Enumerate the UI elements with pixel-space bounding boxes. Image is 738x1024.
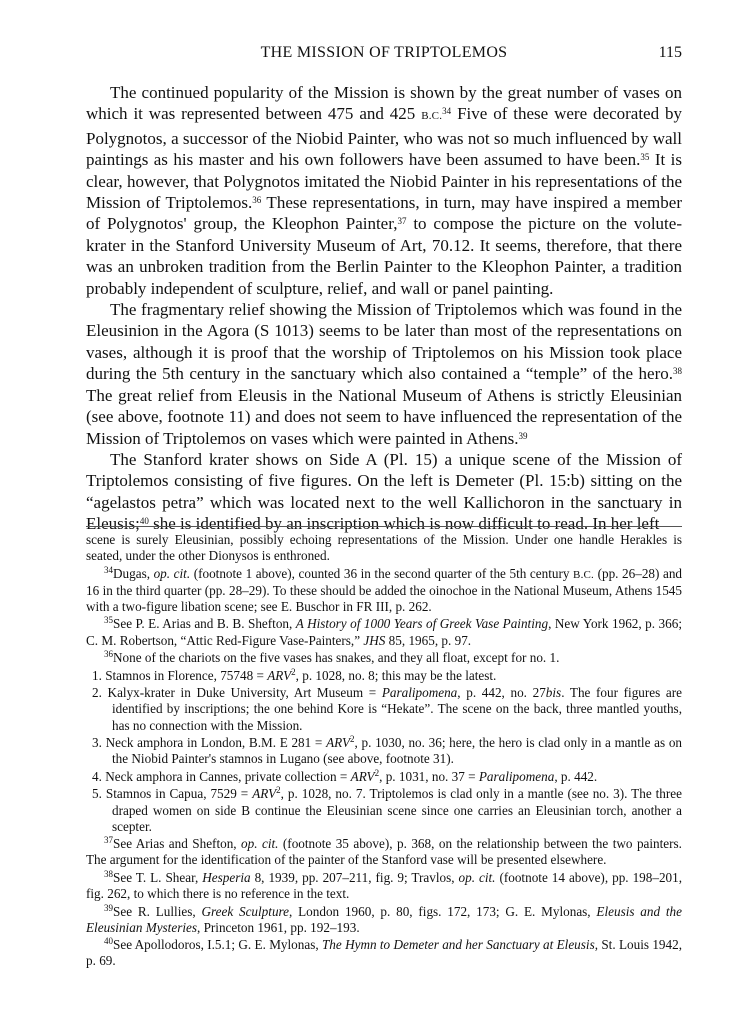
text-run: None of the chariots on the five vases has snakes, and they all float, except for no. 1. <box>113 650 560 666</box>
book-title: The Hymn to Demeter and her Sanctuary at Eleusis <box>321 937 595 953</box>
footnote-number: 39 <box>104 902 113 913</box>
text-run: , p. 442, no. 27 <box>457 685 546 701</box>
footnote-ref-37[interactable]: 37 <box>397 216 407 227</box>
footnotes <box>86 532 682 971</box>
text-run: , Princeton 1961, pp. 192–193. <box>196 919 360 935</box>
text-run: The fragmentary relief showing the Mission of Triptolemos which was found in the Eleusinion in the Agora (S 1013) seems to be later than most of the representations on vases, although it is proof that the worship of Triptolemos on his Mission took place during the 5th century in the sanctuary which also contained a “temple” of the hero. <box>86 300 682 384</box>
footnote-number: 37 <box>104 835 113 846</box>
footnote-ref-39[interactable]: 39 <box>518 430 528 441</box>
latin-abbrev: op. cit. <box>458 869 496 885</box>
text-run: she is identified by an inscription which is now difficult to read. In her left <box>148 514 660 534</box>
edition-sup: 2 <box>350 734 355 745</box>
latin-abbrev: op. cit. <box>241 836 279 852</box>
footnote-ref-40[interactable]: 40 <box>139 516 149 527</box>
text-run: Neck amphora in Cannes, private collection = <box>105 768 351 784</box>
reference-abbrev: ARV <box>267 667 292 683</box>
text-run: , p. 1028, no. 8; this may be the latest. <box>295 667 497 683</box>
text-run: , p. 1030, no. 36; here, the hero is clad only in a mantle as on the Niobid Painter's stamnos in Lugano (see above, footnote 31). <box>112 735 683 767</box>
footnote-ref-34[interactable]: 34 <box>442 106 452 117</box>
footnote-ref-35[interactable]: 35 <box>640 152 650 163</box>
paragraph-3 <box>86 449 682 535</box>
footnote-divider <box>86 526 682 527</box>
latin-abbrev: bis <box>545 685 562 701</box>
reference-abbrev: ARV <box>350 768 375 784</box>
text-run: Dugas, <box>113 565 154 581</box>
text-run: It is clear, however, that Polygnotos imitated the Niobid Painter in his representations of the Mission of Triptolemos. <box>86 150 682 213</box>
edition-sup: 2 <box>374 767 380 778</box>
main-text <box>86 82 682 535</box>
running-header <box>86 44 682 66</box>
list-label: 2. <box>92 685 102 701</box>
footnote-39 <box>86 904 682 936</box>
journal-title: Hesperia <box>202 869 251 885</box>
book-title: Paralipomena <box>381 685 458 701</box>
reference-abbrev: ARV <box>252 786 277 802</box>
text-run: Five of these were decorated by Polygnotos, a successor of the Niobid Painter, who was not so much influenced by wall paintings as his master and his own followers have been assumed to have been. <box>86 104 682 170</box>
footnote-ref-36[interactable]: 36 <box>252 195 262 206</box>
footnote-number: 40 <box>104 936 113 947</box>
text-run: , p. 1028, no. 7. Triptolemos is clad only in a mantle (see no. 3). The three draped women on side B continue the Eleusinian scene since one carries an Eleusinian torch, another a scepter. <box>112 786 682 834</box>
list-label: 4. <box>92 768 102 784</box>
text-run: (footnote 14 above), pp. 198–201, fig. 262, to which there is no reference in the text. <box>86 869 683 901</box>
text-run: See P. E. Arias and B. B. Shefton, <box>113 616 296 632</box>
footnote-36 <box>86 650 682 666</box>
footnote-34 <box>86 566 682 615</box>
vase-list-item-4 <box>86 769 682 785</box>
footnote-number: 34 <box>104 564 113 575</box>
list-label: 5. <box>92 786 102 802</box>
text-run: 85, 1965, p. 97. <box>385 632 472 648</box>
list-label: 3. <box>92 735 102 751</box>
vase-list-item-1 <box>86 668 682 684</box>
reference-abbrev: ARV <box>326 735 351 751</box>
text-run: . The four figures are identified by inscriptions; the one behind Kore is “Hekate”. The scene on the back, three mantled youths, has no connection with the Mission. <box>112 685 683 733</box>
text-run: 8, 1939, pp. 207–211, fig. 9; Travlos, <box>250 869 459 885</box>
latin-abbrev: op. cit. <box>153 565 191 581</box>
list-label: 1. <box>92 667 102 683</box>
book-title: Paralipomena <box>478 768 555 784</box>
text-run: See R. Lullies, <box>113 903 202 919</box>
text-run: , London 1960, p. 80, figs. 172, 173; G. E. Mylonas, <box>289 903 597 919</box>
paragraph-1 <box>86 82 682 299</box>
book-title: A History of 1000 Years of Greek Vase Painting <box>295 616 549 632</box>
text-run: , St. Louis 1942, p. 69. <box>86 937 682 969</box>
footnote-35 <box>86 616 682 648</box>
footnote-number: 36 <box>104 649 113 660</box>
text-run: See Arias and Shefton, <box>113 836 242 852</box>
text-run: , p. 1031, no. 37 = <box>379 768 479 784</box>
vase-list-item-5 <box>86 786 682 834</box>
text-run: See Apollodoros, I.5.1; G. E. Mylonas, <box>113 937 322 953</box>
footnote-ref-38[interactable]: 38 <box>673 366 682 377</box>
text-run: , New York 1962, p. 366; C. M. Robertson, “Attic Red-Figure Vase-Painters,” <box>86 616 682 648</box>
vase-list-item-2 <box>86 685 682 733</box>
text-run: Stamnos in Florence, 75748 = <box>105 667 268 683</box>
text-run: (footnote 35 above), p. 368, on the relationship between the two painters. The argument for the identification of the painter of the Stanford vase will be presented elsewhere. <box>86 836 682 868</box>
paragraph-2 <box>86 299 682 449</box>
text-run: Stamnos in Capua, 7529 = <box>105 786 253 802</box>
footnote-40 <box>86 937 682 969</box>
text-run: Neck amphora in London, B.M. E 281 = <box>105 735 327 751</box>
text-run: The great relief from Eleusis in the National Museum of Athens is strictly Eleusinian (see above, footnote 11) and does not seem to have influenced the representation of the Mission of Triptolemos on vases which were painted in Athens. <box>86 385 682 448</box>
text-run: (footnote 1 above), counted 36 in the second quarter of the 5th century <box>190 565 570 581</box>
footnote-number: 38 <box>104 868 113 879</box>
book-title: Greek Sculpture <box>201 903 290 919</box>
vase-list-item-3 <box>86 735 682 767</box>
footnote-number: 35 <box>104 615 113 626</box>
text-run: Kalyx-krater in Duke University, Art Museum = <box>107 685 382 701</box>
page-number: 115 <box>658 44 682 61</box>
edition-sup: 2 <box>291 666 296 677</box>
text-run: , p. 442. <box>554 768 598 784</box>
text-run: See T. L. Shear, <box>113 869 203 885</box>
text-run: These representations, in turn, may have inspired a member of Polygnotos' group, the Kleophon Painter, <box>86 193 682 234</box>
footnote-38 <box>86 870 682 902</box>
running-title: THE MISSION OF TRIPTOLEMOS <box>260 44 508 61</box>
footnote-continuation: scene is surely Eleusinian, possibly echoing representations of the Mission. Under one handle Herakles is seated, under the other Dionysos is enthroned. <box>86 532 682 564</box>
text-run: The Stanford krater shows on Side A (Pl. 15) a unique scene of the Mission of Triptolemos consisting of five figures. On the left is Demeter (Pl. 15:b) sitting on the “agelastos petra” which was located next to the well Kallichoron in the sanctuary in Eleusis; <box>86 449 682 534</box>
footnote-37 <box>86 836 682 868</box>
book-title: Eleusis and the Eleusinian Mysteries <box>86 903 682 935</box>
text-run: to compose the picture on the volute-krater in the Stanford University Museum of Art, 70.12. It seems, therefore, that there was an unbroken tradition from the Berlin Painter to the Kleophon Painter, a tradition probably independent of sculpture, relief, and wall or panel painting. <box>86 214 682 298</box>
text-run: The continued popularity of the Mission is shown by the great number of vases on which it was represented between 475 and 425 <box>86 83 682 124</box>
journal-title: JHS <box>363 632 386 648</box>
text-run: (pp. 26–28) and 16 in the third quarter (pp. 28–29). To these should be added the oinochoe in the National Museum, Athens 1545 with a two-figure libation scene; see E. Buschor in FR III, p. 262. <box>86 565 683 614</box>
era-abbrev: B.C. <box>421 110 443 123</box>
edition-sup: 2 <box>276 785 281 796</box>
era-abbrev: B.C. <box>573 568 595 581</box>
